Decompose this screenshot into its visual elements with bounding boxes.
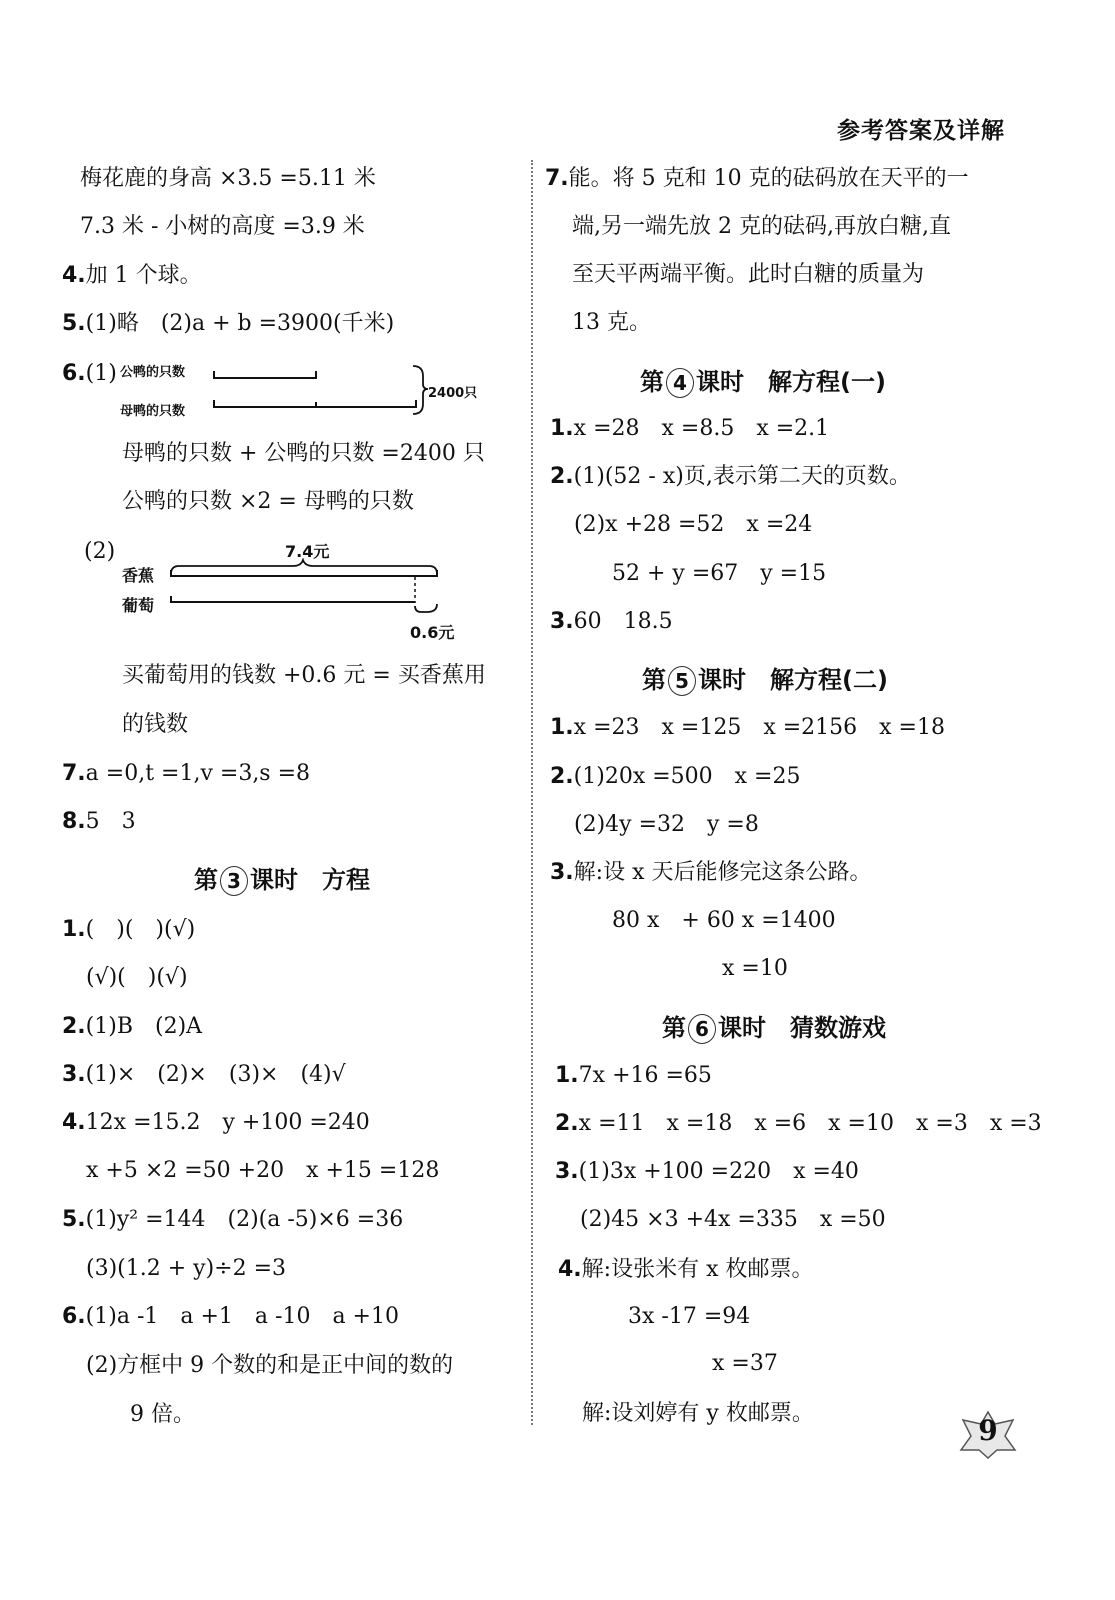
- column-divider: [531, 160, 533, 1425]
- text-line: 7.3 米 - 小树的高度 =3.9 米: [80, 214, 365, 239]
- s3-question-3: 3.(1)× (2)× (3)× (4)√: [62, 1062, 346, 1087]
- text-line: 梅花鹿的身高 ×3.5 =5.11 米: [80, 166, 376, 191]
- s4-question-3: 3.60 18.5: [550, 609, 673, 634]
- text-line: 至天平两端平衡。此时白糖的质量为: [572, 262, 925, 287]
- text-line: (2)45 ×3 +4x =335 x =50: [580, 1207, 886, 1232]
- text-line: 母鸭的只数 + 公鸭的只数 =2400 只: [122, 441, 485, 466]
- text-line: x =10: [722, 956, 788, 981]
- fruit-line-diagram: [165, 558, 450, 618]
- s6-question-3: 3.(1)3x +100 =220 x =40: [555, 1159, 859, 1184]
- question-6: 6.(1): [62, 361, 117, 386]
- diagram-label-female-ducks: 母鸭的只数: [120, 404, 186, 419]
- page-header: 参考答案及详解: [837, 117, 1005, 144]
- question-8: 8.5 3: [62, 809, 136, 834]
- text-line: 解:设刘婷有 y 枚邮票。: [582, 1401, 814, 1426]
- text-line: 80 x + 60 x =1400: [612, 908, 836, 933]
- text-line: (√)( )(√): [86, 965, 188, 990]
- duck-line-diagram: [210, 362, 430, 416]
- s6-question-2: 2.x =11 x =18 x =6 x =10 x =3 x =3: [555, 1111, 1042, 1136]
- question-7-right: 7.能。将 5 克和 10 克的砝码放在天平的一: [545, 166, 969, 191]
- question-6-part-2: (2): [84, 539, 116, 564]
- s3-question-5: 5.(1)y² =144 (2)(a -5)×6 =36: [62, 1207, 404, 1232]
- text-line: x +5 ×2 =50 +20 x +15 =128: [86, 1158, 440, 1183]
- question-4: 4.加 1 个球。: [62, 263, 202, 288]
- diagram-total-price: 7.4元: [285, 542, 330, 561]
- s3-question-6: 6.(1)a -1 a +1 a -10 a +10: [62, 1304, 399, 1329]
- section-heading-3: 第 3 课时 方程: [194, 866, 370, 894]
- s6-question-4: 4.解:设张米有 x 枚邮票。: [558, 1257, 814, 1282]
- diagram-label-banana: 香蕉: [122, 566, 155, 585]
- section-heading-5: 第 5 课时 解方程(二): [642, 666, 888, 694]
- text-line: 9 倍。: [130, 1402, 195, 1427]
- s3-question-1: 1.( )( )(√): [62, 917, 196, 942]
- s5-question-2: 2.(1)20x =500 x =25: [550, 764, 801, 789]
- s5-question-3: 3.解:设 x 天后能修完这条公路。: [550, 860, 872, 885]
- text-line: 3x -17 =94: [628, 1304, 751, 1329]
- text-line: 52 + y =67 y =15: [612, 561, 827, 586]
- section-heading-4: 第 4 课时 解方程(一): [640, 368, 886, 396]
- text-line: (2)x +28 =52 x =24: [574, 512, 813, 537]
- page-number: 9: [978, 1414, 998, 1447]
- text-line: 13 克。: [572, 310, 651, 335]
- section-heading-6: 第 6 课时 猜数游戏: [662, 1014, 886, 1042]
- text-line: 买葡萄用的钱数 +0.6 元 = 买香蕉用: [122, 663, 486, 688]
- s3-question-2: 2.(1)B (2)A: [62, 1014, 203, 1039]
- diagram-total-ducks: 2400只: [428, 386, 478, 401]
- diagram-label-grape: 葡萄: [122, 596, 155, 615]
- text-line: (3)(1.2 + y)÷2 =3: [86, 1256, 287, 1281]
- diagram-label-male-ducks: 公鸭的只数: [120, 365, 186, 380]
- s3-question-4: 4.12x =15.2 y +100 =240: [62, 1110, 370, 1135]
- s4-question-2: 2.(1)(52 - x)页,表示第二天的页数。: [550, 464, 911, 489]
- text-line: (2)方框中 9 个数的和是正中间的数的: [86, 1353, 454, 1378]
- s4-question-1: 1.x =28 x =8.5 x =2.1: [550, 416, 830, 441]
- question-7: 7.a =0,t =1,v =3,s =8: [62, 761, 311, 786]
- diagram-diff-price: 0.6元: [410, 623, 455, 642]
- s5-question-1: 1.x =23 x =125 x =2156 x =18: [550, 715, 945, 740]
- s6-question-1: 1.7x +16 =65: [555, 1063, 712, 1088]
- text-line: 端,另一端先放 2 克的砝码,再放白糖,直: [572, 214, 951, 239]
- question-5: 5.(1)略 (2)a + b =3900(千米): [62, 311, 395, 336]
- text-line: 的钱数: [122, 712, 189, 737]
- text-line: (2)4y =32 y =8: [574, 812, 759, 837]
- text-line: 公鸭的只数 ×2 = 母鸭的只数: [122, 489, 414, 514]
- text-line: x =37: [712, 1351, 778, 1376]
